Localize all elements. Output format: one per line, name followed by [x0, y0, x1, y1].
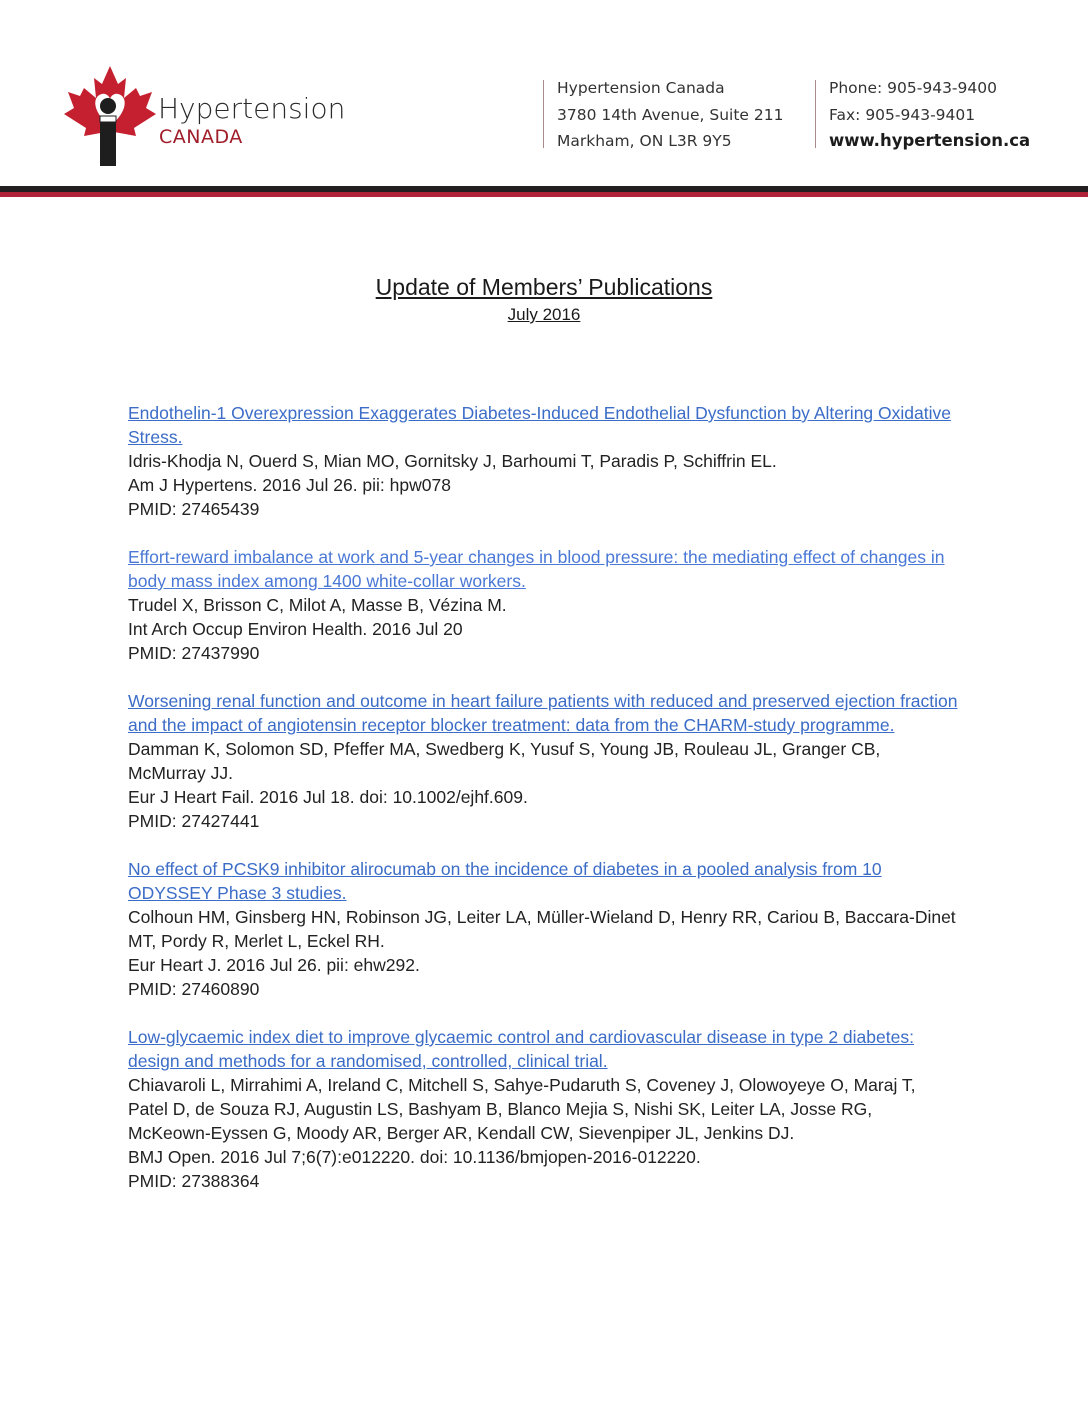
- maple-leaf-icon: [62, 64, 158, 170]
- publication-citation: BMJ Open. 2016 Jul 7;6(7):e012220. doi: 10.1136/bmjopen-2016-012220.: [128, 1147, 701, 1167]
- publication-authors: Damman K, Solomon SD, Pfeffer MA, Swedberg K, Yusuf S, Young JB, Rouleau JL, Granger CB, McMurray JJ.: [128, 739, 881, 783]
- logo-wordmark: Hypertension: [158, 92, 346, 125]
- address-city: Markham, ON L3R 9Y5: [557, 132, 732, 150]
- letterhead: [0, 0, 1088, 200]
- publication-pmid: PMID: 27427441: [128, 811, 260, 831]
- page-title: Update of Members’ Publications: [375, 274, 713, 300]
- header-divider: [815, 80, 816, 148]
- contact-fax: Fax: 905-943-9401: [829, 105, 976, 124]
- header-divider: [543, 80, 544, 148]
- publication-authors: Trudel X, Brisson C, Milot A, Masse B, Vézina M.: [128, 595, 507, 615]
- publication-item: [128, 1025, 958, 1193]
- logo-submark: CANADA: [159, 126, 243, 148]
- publication-title-link[interactable]: Endothelin-1 Overexpression Exaggerates Diabetes-Induced Endothelial Dysfunction by Altering Oxidative Stress.: [128, 403, 951, 447]
- publication-authors: Chiavaroli L, Mirrahimi A, Ireland C, Mitchell S, Sahye-Pudaruth S, Coveney J, Olowoyeye O, Maraj T, Patel D, de Souza RJ, Augustin LS, Bashyam B, Blanco Mejia S, Nishi SK, Leiter LA, Josse RG, McKeown-Eyssen G, Moody AR, Berger AR, Kendall CW, Sievenpiper JL, Jenkins DJ.: [128, 1075, 916, 1143]
- page-subtitle: July 2016: [507, 305, 581, 324]
- header-rule-red: [0, 192, 1088, 197]
- publication-item: [128, 545, 958, 665]
- publication-title-link[interactable]: No effect of PCSK9 inhibitor alirocumab on the incidence of diabetes in a pooled analysis from 10 ODYSSEY Phase 3 studies.: [128, 859, 882, 903]
- address-block: [557, 75, 783, 155]
- publication-pmid: PMID: 27460890: [128, 979, 260, 999]
- contact-phone: Phone: 905-943-9400: [829, 79, 997, 97]
- publication-citation: Eur Heart J. 2016 Jul 26. pii: ehw292.: [128, 955, 420, 975]
- publication-authors: Idris-Khodja N, Ouerd S, Mian MO, Gornitsky J, Barhoumi T, Paradis P, Schiffrin EL.: [128, 451, 777, 471]
- contact-website-link[interactable]: www.hypertension.ca: [829, 131, 1031, 150]
- title-block: [0, 274, 1088, 325]
- publication-title-link[interactable]: Effort-reward imbalance at work and 5-year changes in blood pressure: the mediating effect of changes in body mass index among 1400 white-collar workers.: [128, 547, 945, 591]
- address-org: Hypertension Canada: [557, 79, 725, 97]
- publication-title-link[interactable]: Worsening renal function and outcome in heart failure patients with reduced and preserved ejection fraction and the impact of angiotensin receptor blocker treatment: data from the CHARM-study programme.: [128, 691, 958, 735]
- publication-title-link[interactable]: Low-glycaemic index diet to improve glycaemic control and cardiovascular disease in type 2 diabetes: design and methods for a randomised, controlled, clinical trial.: [128, 1027, 914, 1071]
- publication-authors: Colhoun HM, Ginsberg HN, Robinson JG, Leiter LA, Müller-Wieland D, Henry RR, Cariou B, Baccara-Dinet MT, Pordy R, Merlet L, Eckel RH.: [128, 907, 956, 951]
- publication-item: [128, 401, 958, 521]
- publication-pmid: PMID: 27437990: [128, 643, 260, 663]
- publication-citation: Am J Hypertens. 2016 Jul 26. pii: hpw078: [128, 475, 451, 495]
- hypertension-canada-logo: [62, 64, 352, 170]
- contact-block: [829, 75, 1030, 155]
- publication-pmid: PMID: 27388364: [128, 1171, 260, 1191]
- publication-citation: Eur J Heart Fail. 2016 Jul 18. doi: 10.1002/ejhf.609.: [128, 787, 528, 807]
- publication-list: [128, 401, 958, 1217]
- publication-item: [128, 857, 958, 1001]
- publication-pmid: PMID: 27465439: [128, 499, 260, 519]
- address-street: 3780 14th Avenue, Suite 211: [557, 105, 784, 124]
- publication-item: [128, 689, 958, 833]
- publication-citation: Int Arch Occup Environ Health. 2016 Jul 20: [128, 619, 463, 639]
